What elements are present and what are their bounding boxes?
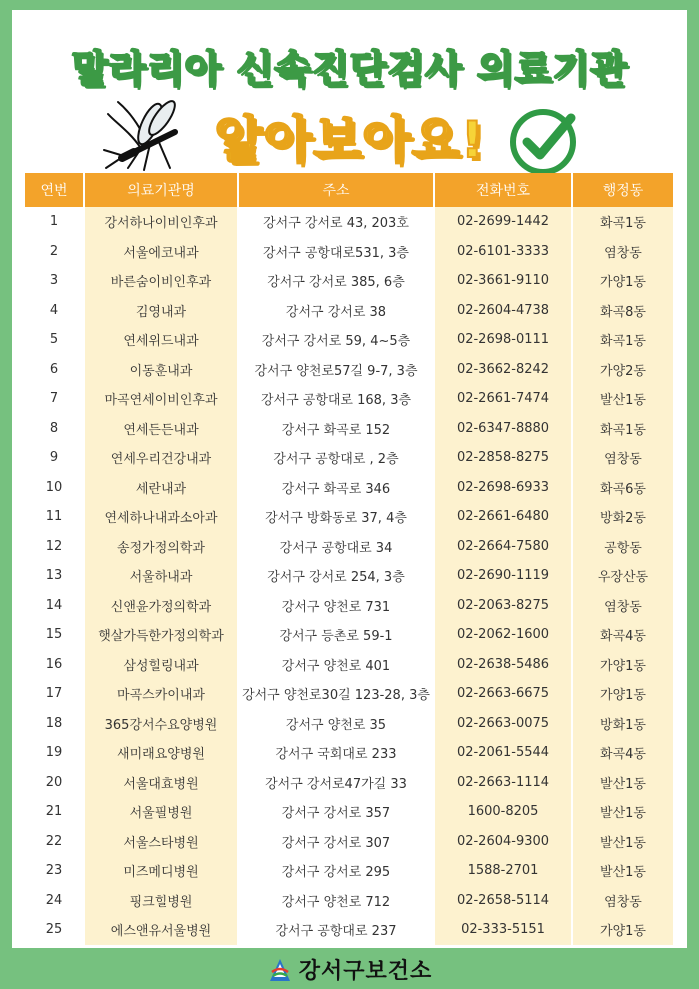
cell-district: 염창동 [573,591,673,621]
cell-district: 가양1동 [573,650,673,680]
cell-district: 가양2동 [573,355,673,385]
cell-no: 1 [25,207,85,237]
cell-name: 이동훈내과 [85,355,239,385]
cell-phone: 02-2698-6933 [435,473,573,503]
cell-district: 화곡1동 [573,325,673,355]
cell-no: 12 [25,532,85,562]
table-row [25,443,673,473]
cell-district: 발산1동 [573,827,673,857]
cell-district: 발산1동 [573,856,673,886]
cell-name: 서울에코내과 [85,237,239,267]
table-row [25,355,673,385]
cell-no: 3 [25,266,85,296]
cell-name: 연세우리건강내과 [85,443,239,473]
table-row [25,207,673,237]
cell-no: 21 [25,797,85,827]
org-name: 강서구보건소 [298,959,433,984]
cell-name: 서울대효병원 [85,768,239,798]
table-row [25,915,673,945]
col-header-phone: 전화번호 [435,173,573,207]
cell-phone: 02-2858-8275 [435,443,573,473]
cell-no: 23 [25,856,85,886]
cell-name: 연세든든내과 [85,414,239,444]
table-row [25,502,673,532]
cell-no: 20 [25,768,85,798]
cell-phone: 02-6101-3333 [435,237,573,267]
cell-district: 공항동 [573,532,673,562]
cell-district: 발산1동 [573,384,673,414]
cell-phone: 02-2604-9300 [435,827,573,857]
cell-phone: 02-2698-0111 [435,325,573,355]
cell-no: 22 [25,827,85,857]
cell-district: 화곡8동 [573,296,673,326]
table-row [25,827,673,857]
cell-address: 강서구 화곡로 346 [239,473,435,503]
cell-no: 5 [25,325,85,355]
table-row [25,620,673,650]
cell-address: 강서구 화곡로 152 [239,414,435,444]
cell-address: 강서구 공항대로 168, 3층 [239,384,435,414]
cell-name: 신앤윤가정의학과 [85,591,239,621]
cell-district: 방화2동 [573,502,673,532]
table-row [25,591,673,621]
table-row [25,738,673,768]
cell-address: 강서구 양천로30길 123-28, 3층 [239,679,435,709]
cell-name: 바른숨이비인후과 [85,266,239,296]
cell-no: 15 [25,620,85,650]
cell-district: 화곡4동 [573,620,673,650]
cell-name: 미즈메디병원 [85,856,239,886]
cell-address: 강서구 공항대로 34 [239,532,435,562]
cell-no: 19 [25,738,85,768]
cell-district: 염창동 [573,886,673,916]
cell-address: 강서구 양천로57길 9-7, 3층 [239,355,435,385]
cell-phone: 02-2699-1442 [435,207,573,237]
cell-no: 18 [25,709,85,739]
cell-district: 우장산동 [573,561,673,591]
cell-address: 강서구 공항대로531, 3층 [239,237,435,267]
cell-address: 강서구 강서로 38 [239,296,435,326]
cell-address: 강서구 강서로 357 [239,797,435,827]
cell-no: 6 [25,355,85,385]
cell-no: 9 [25,443,85,473]
cell-phone: 02-2638-5486 [435,650,573,680]
cell-no: 11 [25,502,85,532]
cell-name: 새미래요양병원 [85,738,239,768]
cell-name: 서울필병원 [85,797,239,827]
table-row [25,266,673,296]
cell-name: 김영내과 [85,296,239,326]
cell-no: 4 [25,296,85,326]
cell-name: 에스앤유서울병원 [85,915,239,945]
cell-name: 세란내과 [85,473,239,503]
cell-phone: 02-2663-1114 [435,768,573,798]
cell-name: 365강서수요양병원 [85,709,239,739]
cell-name: 연세위드내과 [85,325,239,355]
cell-address: 강서구 공항대로 237 [239,915,435,945]
table-body [25,207,673,945]
table-row [25,296,673,326]
table-row [25,709,673,739]
cell-address: 강서구 공항대로 , 2층 [239,443,435,473]
cell-phone: 02-2658-5114 [435,886,573,916]
cell-no: 2 [25,237,85,267]
table-row [25,561,673,591]
table-row [25,414,673,444]
cell-address: 강서구 강서로 43, 203호 [239,207,435,237]
cell-district: 발산1동 [573,797,673,827]
cell-name: 송정가정의학과 [85,532,239,562]
title-line1: 말라리아 신속진단검사 의료기관 [71,47,628,91]
cell-phone: 02-6347-8880 [435,414,573,444]
cell-district: 가양1동 [573,679,673,709]
cell-phone: 02-3661-9110 [435,266,573,296]
cell-name: 햇살가득한가정의학과 [85,620,239,650]
table-row [25,797,673,827]
cell-address: 강서구 국회대로 233 [239,738,435,768]
cell-no: 25 [25,915,85,945]
cell-district: 가양1동 [573,915,673,945]
cell-phone: 02-2663-0075 [435,709,573,739]
footer [0,950,699,989]
cell-no: 10 [25,473,85,503]
cell-no: 7 [25,384,85,414]
cell-address: 강서구 등촌로 59-1 [239,620,435,650]
table-row [25,237,673,267]
cell-address: 강서구 강서로 295 [239,856,435,886]
cell-phone: 02-2062-1600 [435,620,573,650]
clinic-table [25,173,673,945]
table-row [25,325,673,355]
cell-district: 화곡1동 [573,414,673,444]
cell-district: 염창동 [573,443,673,473]
cell-phone: 02-2604-4738 [435,296,573,326]
title-line2: 알아보아요! [214,111,485,169]
cell-phone: 02-2664-7580 [435,532,573,562]
cell-district: 가양1동 [573,266,673,296]
cell-phone: 02-2063-8275 [435,591,573,621]
table-row [25,473,673,503]
cell-address: 강서구 방화동로 37, 4층 [239,502,435,532]
cell-address: 강서구 강서로 59, 4~5층 [239,325,435,355]
cell-address: 강서구 양천로 401 [239,650,435,680]
cell-no: 8 [25,414,85,444]
cell-phone: 02-2661-7474 [435,384,573,414]
table-row [25,532,673,562]
table-row [25,856,673,886]
cell-name: 연세하나내과소아과 [85,502,239,532]
cell-phone: 02-333-5151 [435,915,573,945]
cell-district: 발산1동 [573,768,673,798]
cell-address: 강서구 강서로 307 [239,827,435,857]
cell-phone: 02-2663-6675 [435,679,573,709]
cell-address: 강서구 강서로 254, 3층 [239,561,435,591]
cell-district: 화곡6동 [573,473,673,503]
col-header-district: 행정동 [573,173,673,207]
cell-name: 서울하내과 [85,561,239,591]
table-row [25,768,673,798]
cell-no: 14 [25,591,85,621]
cell-name: 마곡연세이비인후과 [85,384,239,414]
table-row [25,886,673,916]
cell-no: 13 [25,561,85,591]
cell-address: 강서구 강서로 385, 6층 [239,266,435,296]
cell-phone: 02-2661-6480 [435,502,573,532]
cell-district: 화곡4동 [573,738,673,768]
cell-name: 서울스타병원 [85,827,239,857]
cell-address: 강서구 강서로47가길 33 [239,768,435,798]
cell-phone: 02-3662-8242 [435,355,573,385]
cell-phone: 1588-2701 [435,856,573,886]
col-header-address: 주소 [239,173,435,207]
cell-name: 삼성힐링내과 [85,650,239,680]
health-center-logo-icon [267,957,293,983]
col-header-name: 의료기관명 [85,173,239,207]
table-row [25,384,673,414]
cell-no: 24 [25,886,85,916]
checkmark-icon [505,102,585,176]
cell-phone: 1600-8205 [435,797,573,827]
cell-district: 방화1동 [573,709,673,739]
cell-no: 16 [25,650,85,680]
cell-name: 마곡스카이내과 [85,679,239,709]
cell-name: 핑크힐병원 [85,886,239,916]
cell-district: 염창동 [573,237,673,267]
cell-district: 화곡1동 [573,207,673,237]
cell-no: 17 [25,679,85,709]
cell-phone: 02-2690-1119 [435,561,573,591]
cell-address: 강서구 양천로 731 [239,591,435,621]
table-row [25,650,673,680]
col-header-no: 연번 [25,173,85,207]
table-header-row [25,173,673,207]
cell-name: 강서하나이비인후과 [85,207,239,237]
cell-address: 강서구 양천로 35 [239,709,435,739]
cell-phone: 02-2061-5544 [435,738,573,768]
table-row [25,679,673,709]
cell-address: 강서구 양천로 712 [239,886,435,916]
